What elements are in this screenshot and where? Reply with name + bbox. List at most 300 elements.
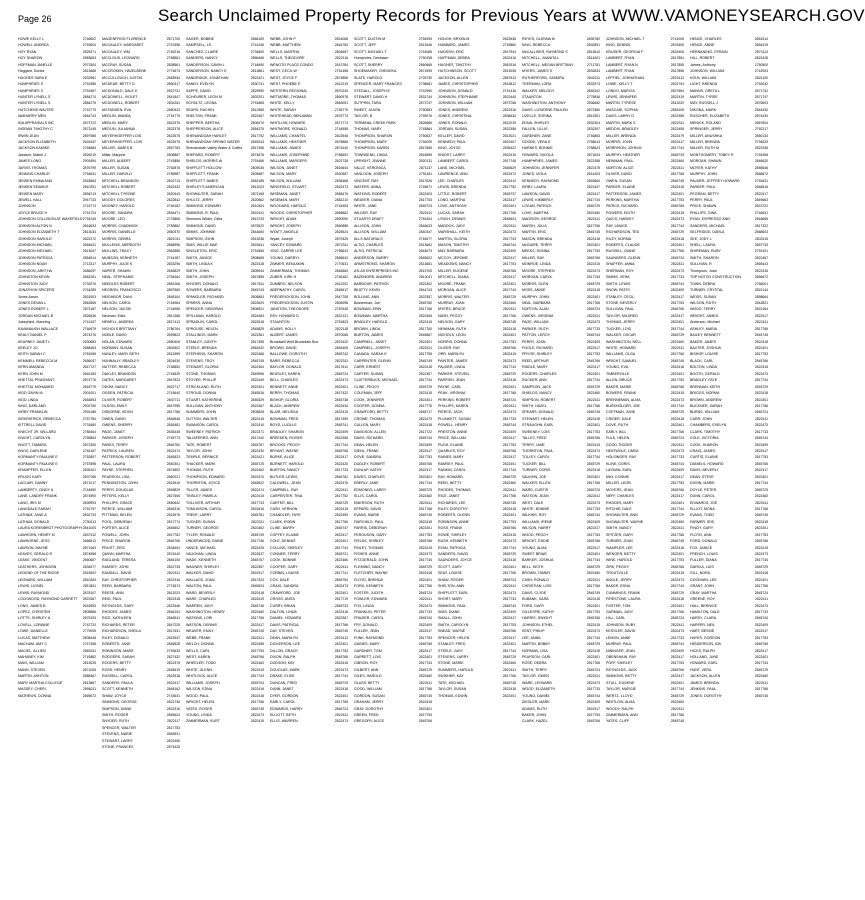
- owner-name: COOK, BONNIE: [270, 558, 297, 563]
- owner-name: LOCKWOOD, RAYMOND GARRETT: [18, 597, 78, 602]
- owner-name: SUMMERS, JOHN: [186, 410, 217, 415]
- property-id: 2850406: [166, 339, 180, 344]
- record-column: [606, 36, 690, 896]
- owner-name: SWEET, JASON: [354, 107, 381, 112]
- record-column: [270, 36, 354, 896]
- owner-name: PARKER, STEVEN: [438, 371, 469, 376]
- owner-name: FOX, JANICE: [690, 545, 713, 550]
- property-id: 2845766: [586, 358, 600, 363]
- owner-name: TUCKER, BILL: [522, 461, 547, 466]
- property-id: 2817753: [586, 609, 600, 614]
- owner-name: ZUMBRO, NELSON: [270, 281, 303, 286]
- property-id: 2822375: [166, 120, 180, 125]
- owner-name: SNYDER, RUTH: [102, 719, 129, 724]
- property-id: 2822411: [755, 320, 768, 325]
- owner-name: WILSON, EDNA: [186, 687, 213, 692]
- property-id: 2844743: [82, 114, 96, 119]
- property-id: 2817766: [670, 249, 684, 254]
- property-id: 2846829: [166, 268, 180, 273]
- property-id: 2822401: [586, 294, 600, 299]
- owner-name: SHERMAN, ROY: [606, 268, 634, 273]
- owner-name: NICHOLS BRITTANY: [102, 326, 137, 331]
- property-id: 2845729: [670, 693, 684, 698]
- property-id: 2822401: [754, 655, 768, 659]
- owner-name: PHILLIPS, KAREN: [438, 403, 469, 408]
- property-id: 2871700: [166, 37, 180, 41]
- property-id: 2871063: [82, 545, 96, 550]
- property-id: 2874892: [166, 468, 180, 473]
- owner-name: BURTON, JAMES: [354, 333, 384, 338]
- record-column: [186, 36, 270, 896]
- owner-name: MONTGOMERY, TOBEY R: [690, 152, 734, 157]
- property-id: 2817744: [502, 468, 516, 473]
- property-id: 2817459: [334, 416, 348, 421]
- owner-name: MILLER, SUSAN: [102, 165, 130, 170]
- property-id: 2817776: [418, 403, 432, 408]
- property-id: 2822411: [671, 706, 684, 711]
- owner-name: DICKERSON, LEE: [270, 642, 301, 647]
- property-id: 2776866: [166, 217, 180, 222]
- property-id: 2822401: [334, 539, 348, 544]
- property-id: 2822420: [334, 339, 348, 344]
- property-id: 2822460: [418, 494, 432, 499]
- property-id: 2845760: [166, 442, 180, 447]
- property-id: 2744690: [250, 62, 264, 67]
- property-id: 2753101: [754, 249, 768, 254]
- property-id: 2817753: [418, 532, 432, 537]
- owner-name: PEARSON, CARL: [522, 655, 552, 659]
- owner-name: PAYNE, STEPHEN: [102, 468, 133, 473]
- property-id: 2822356: [502, 127, 516, 132]
- owner-name: NASH, PEGGY: [438, 313, 463, 318]
- property-id: 2743856: [166, 159, 180, 164]
- owner-name: JONES, ANDREW: [438, 107, 468, 112]
- property-id: 2817422: [334, 391, 348, 396]
- property-id: 2822367: [334, 616, 348, 621]
- property-id: 2863432: [250, 346, 264, 350]
- owner-name: STUART, KATHERINE: [186, 397, 223, 402]
- property-id: 2822428: [754, 56, 768, 61]
- property-id: 2879325: [334, 236, 348, 241]
- owner-name: WILSON, JANET: [270, 165, 298, 170]
- property-id: 2822415: [418, 391, 432, 396]
- owner-name: KIRKPATRICK, REBECCA: [18, 416, 61, 421]
- owner-name: SPILLMAN, HAROLD: [186, 313, 221, 318]
- property-id: 2822401: [586, 423, 600, 428]
- property-id: 2744964: [166, 300, 180, 305]
- owner-name: STEGALL, JOSEPH E: [354, 88, 390, 93]
- owner-name: ALLISON, JOHN: [354, 223, 381, 228]
- owner-name: ELLIS, WARREN: [270, 719, 298, 724]
- property-id: 2805863: [250, 294, 264, 299]
- owner-name: MONROE, LINDA: [522, 262, 551, 267]
- property-id: 2822415: [670, 571, 684, 576]
- property-id: 2817744: [502, 545, 516, 550]
- owner-name: REED, BETTY: [438, 481, 462, 486]
- property-id: 2822401: [334, 590, 348, 595]
- owner-name: EBERLY, JANE: [354, 481, 379, 486]
- property-id: 2742779: [82, 107, 96, 112]
- owner-name: ARMSTRONG, SHARON: [354, 262, 395, 267]
- property-id: 2748852: [166, 365, 180, 370]
- property-id: 2865642: [334, 255, 348, 260]
- owner-name: BENNETT, ANNE: [270, 384, 299, 389]
- property-id: 2849996: [250, 371, 264, 376]
- owner-name: WYATT, ANGELA: [270, 230, 299, 235]
- owner-name: Josephine, Manning: [18, 320, 51, 325]
- property-id: 2845745: [334, 629, 348, 634]
- owner-name: SIMMS, JOHNNIE: [186, 230, 216, 235]
- property-id: 2822417: [670, 474, 684, 479]
- property-id: 2822415: [502, 532, 516, 537]
- owner-name: GRAY, DOROTHY: [354, 706, 384, 711]
- owner-name: EDMONDS, LARRY: [354, 487, 387, 492]
- property-id: 2822641: [250, 243, 264, 247]
- owner-name: COLLINS, SHIRLEY: [270, 545, 303, 550]
- property-id: 2846104: [166, 609, 180, 614]
- owner-name: SUTTON, WALTER: [186, 416, 218, 421]
- property-id: 2683934: [166, 75, 180, 80]
- property-id: 2817792: [250, 133, 264, 138]
- property-id: 2632981: [82, 75, 96, 80]
- owner-name: EARLY, CAROL: [270, 700, 296, 705]
- owner-name: PHILLIPS, GINA: [690, 210, 717, 215]
- property-id: 2822418: [670, 416, 684, 421]
- owner-name: SIMPSON, JOHN: [186, 236, 215, 241]
- property-id: 2822717: [166, 384, 180, 389]
- owner-name: LEE, CHARLES: [438, 178, 464, 183]
- property-id: 2822473: [670, 629, 684, 634]
- owner-name: SPARKS, ANNA: [186, 300, 213, 305]
- property-id: 2817753: [250, 648, 264, 653]
- owner-name: JENKINS CHARLIE: [18, 172, 50, 177]
- owner-name: PAYNE, CARL: [438, 384, 462, 389]
- owner-name: VANLOON, JOSEPH: [354, 172, 388, 177]
- property-id: 2822417: [754, 629, 768, 634]
- property-id: 2822457: [250, 114, 264, 119]
- record-column: [102, 36, 186, 896]
- property-id: 2832304: [586, 120, 600, 125]
- owner-name: TURNER, DORIS: [522, 468, 551, 473]
- owner-name: RICE, JANET: [438, 494, 460, 499]
- property-id: 2846528: [166, 642, 180, 647]
- owner-name: KEITH SARAH C: [18, 352, 46, 357]
- property-id: 2876773: [334, 114, 348, 119]
- owner-name: MCFADDEN, EVA: [102, 107, 132, 112]
- owner-name: MILLER, JAMES B: [102, 146, 133, 151]
- property-id: 2745773: [166, 436, 180, 441]
- owner-name: KORMANTY PAULINE E: [18, 455, 58, 460]
- owner-name: BOLTON, LINDA: [690, 365, 718, 370]
- owner-name: TALIAFERRO, ANN: [186, 436, 218, 441]
- owner-name: PATTERSON, JAMES: [606, 191, 642, 196]
- owner-name: CAMPBELL, JOSEPH: [354, 346, 390, 350]
- property-id: 2845602: [166, 526, 180, 531]
- property-id: 2822401: [670, 371, 684, 376]
- property-id: 2837312: [82, 532, 96, 537]
- property-id: 2813614: [586, 49, 600, 54]
- property-id: 2822417: [754, 648, 768, 653]
- property-id: 2744965: [166, 307, 180, 312]
- owner-name: SUMMERS, HAROLD: [438, 667, 474, 672]
- property-id: 2845744: [502, 603, 516, 608]
- property-id: 2845729: [418, 667, 432, 672]
- property-id: 2822473: [754, 371, 768, 376]
- owner-name: MEADOWS, NANCY: [438, 262, 472, 267]
- property-id: 2822460: [754, 494, 768, 499]
- owner-name: RILEY, DONALD: [102, 635, 129, 640]
- owner-name: KEMMELL REBECCA M: [18, 358, 58, 363]
- property-id: 2753604: [82, 43, 96, 48]
- property-id: 2822415: [334, 661, 348, 666]
- property-id: 2832733: [82, 513, 96, 518]
- owner-name: SNOW, PATSY: [606, 288, 631, 293]
- owner-name: JACKSON, ALLEN: [690, 674, 721, 679]
- property-id: 2822473: [670, 397, 684, 402]
- property-id: 2822474: [166, 449, 180, 453]
- property-id: 2822118: [335, 326, 348, 331]
- owner-name: NORMAN, SUSAN: [102, 346, 133, 350]
- property-id: 2822411: [503, 487, 516, 492]
- owner-name: SHOEMAKER, CHEDEKA: [354, 69, 397, 74]
- owner-name: CLINE, BARRY: [270, 526, 295, 531]
- property-id: 2817766: [418, 584, 432, 589]
- owner-name: SWANSON, CAROL: [186, 423, 219, 428]
- property-id: 2822473: [418, 552, 432, 556]
- property-id: 2817744: [670, 403, 684, 408]
- property-id: 2815502: [82, 571, 96, 576]
- owner-name: RAY, CHRISTOPHER: [102, 577, 137, 582]
- owner-name: James, Anthony: [690, 62, 716, 67]
- owner-name: MEDLIN, WANDA: [102, 114, 131, 119]
- owner-name: GARRETT, LOIS: [354, 655, 381, 659]
- owner-name: CRIDER, DALE: [606, 416, 632, 421]
- owner-name: ODOM, NANCY: [102, 384, 128, 389]
- owner-name: MITCHELL TYRONE: [102, 191, 136, 196]
- record-row: [18, 693, 102, 699]
- owner-name: Simmons Wilder, Celia: [186, 217, 223, 222]
- owner-name: FERGUSON, GARY: [354, 532, 387, 537]
- owner-name: LATHAM, DONALD: [18, 519, 50, 524]
- owner-name: GIBSON, ROY: [354, 661, 378, 666]
- owner-name: RILEY, DOROTHY: [438, 506, 468, 511]
- owner-name: SPENCER, WALTER: [102, 725, 136, 730]
- owner-name: NORRIS, DONNA: [438, 339, 467, 344]
- owner-name: CURRY, BRIAN: [270, 603, 296, 608]
- property-id: 2813668: [82, 69, 96, 74]
- owner-name: SAUNDERS, GLENN: [606, 255, 641, 260]
- property-id: 2822401: [418, 474, 432, 479]
- owner-name: TAYLOR, JOHN: [186, 449, 212, 453]
- owner-name: LOPEZ, CHRISTEN: [18, 609, 51, 614]
- property-id: 2822415: [418, 320, 432, 325]
- owner-name: FREDERICKSON, JUSTIN: [270, 300, 314, 305]
- owner-name: HALL, BERNICE: [690, 603, 717, 608]
- property-id: 2822401: [586, 474, 600, 479]
- owner-name: MORGAN, ALICE: [438, 288, 467, 293]
- owner-name: SMITH, NANCY: [606, 526, 632, 531]
- owner-name: SANDERSON, GAVIN L: [186, 62, 225, 67]
- property-id: 2822417: [250, 622, 264, 627]
- owner-name: WASHINGTON, NELL: [606, 339, 642, 344]
- owner-name: JOHNSON, JENNIFER: [522, 165, 560, 170]
- owner-name: MARTIN, MARK S: [606, 120, 636, 125]
- property-id: 2822411: [671, 622, 684, 627]
- owner-name: SCOTT, DUSTIN M: [354, 37, 386, 41]
- property-id: 2822475: [586, 165, 600, 170]
- property-id: 2822401: [502, 564, 516, 569]
- property-id: 2817854: [670, 56, 684, 61]
- owner-name: DAVIS, RICHARD: [354, 436, 383, 441]
- owner-name: WEAVER, DIANA: [354, 197, 383, 202]
- property-id: 2806470: [250, 120, 264, 125]
- property-id: 2817753: [586, 429, 600, 434]
- property-id: 2845745: [586, 590, 600, 595]
- property-id: 2844432: [754, 107, 768, 112]
- owner-name: SPENCER, MARY FRANCES: [354, 82, 402, 87]
- property-id: 2822411: [587, 217, 600, 222]
- property-id: 2822418: [418, 571, 432, 576]
- owner-name: PRICE, SHAWN: [690, 204, 717, 209]
- owner-name: SHENANDOAH HARLEY: [186, 133, 227, 138]
- owner-name: CARR, ERNEST: [354, 365, 381, 370]
- property-id: 2750198: [418, 56, 432, 61]
- property-id: 2845729: [502, 474, 516, 479]
- property-id: 2822417: [334, 532, 348, 537]
- owner-name: FALLEN, LILLIE: [522, 127, 548, 132]
- property-id: 2660687: [82, 558, 96, 563]
- owner-name: ELLIS, CAROL: [354, 494, 379, 499]
- property-id: 2854319: [754, 43, 768, 48]
- owner-name: OLSON, EMILY: [102, 403, 128, 408]
- property-id: 2818665: [754, 217, 768, 222]
- property-id: 2822417: [586, 545, 600, 550]
- owner-name: JOHNSON, STEPHANIE: [438, 94, 478, 99]
- property-id: 2845664: [586, 178, 600, 183]
- owner-name: WILSON, RUTH: [690, 300, 717, 305]
- owner-name: CASH, VERNON: [270, 506, 298, 511]
- property-id: 2817766: [586, 661, 600, 666]
- owner-name: THORNTON, PAUL: [522, 449, 554, 453]
- property-id: 2822411: [503, 667, 516, 672]
- owner-name: SHELL, LAURA: [690, 243, 716, 247]
- owner-name: MITCHELL, JUANITA L: [522, 56, 560, 61]
- owner-name: STEWART, GLORIA: [186, 365, 219, 370]
- owner-name: MITCHELL ROBERT: [102, 185, 136, 190]
- property-id: 2751797: [82, 506, 96, 511]
- owner-name: PARKER, RUTH: [522, 326, 549, 331]
- property-id: 2822417: [502, 275, 516, 280]
- property-id: 2744558: [334, 127, 348, 132]
- property-id: 2840347: [418, 230, 432, 235]
- property-id: 2860978: [334, 94, 348, 99]
- owner-name: GARDNER, ZANE: [522, 133, 552, 138]
- property-id: 2846816: [754, 185, 768, 190]
- property-id: 2752876: [166, 165, 180, 170]
- owner-name: ALBERT, JAMES: [270, 333, 298, 338]
- owner-name: PRYOR, SHIRLEY: [522, 352, 553, 357]
- property-id: 2822401: [502, 513, 516, 518]
- owner-name: DAVIS, CLYDE: [522, 590, 547, 595]
- property-id: 2822316: [166, 577, 180, 582]
- property-id: 2817753: [670, 558, 684, 563]
- owner-name: EDWARDS, JOE: [690, 500, 718, 505]
- property-id: 2817745: [502, 159, 516, 164]
- property-id: 2822409: [334, 429, 348, 434]
- property-id: 2817753: [502, 262, 516, 267]
- property-id: 2845524: [250, 584, 264, 589]
- property-id: 2813011: [419, 275, 432, 280]
- property-id: 2822460: [586, 391, 600, 396]
- owner-name: GLASS, BETTY: [354, 680, 380, 685]
- property-id: 2822418: [670, 365, 684, 370]
- owner-name: MORRIS, CHADWICK: [102, 223, 138, 228]
- owner-name: SHIFFLETT HOLLOW: [186, 165, 222, 170]
- owner-name: HILL, CARL: [606, 616, 626, 621]
- owner-name: BISHOP, LOUISE: [690, 352, 719, 357]
- owner-name: RICHARDS, PETER: [102, 622, 135, 627]
- property-id: 2845766: [418, 719, 432, 724]
- property-id: 2822401: [418, 526, 432, 531]
- owner-name: MILLER, BRENDA: [606, 133, 636, 138]
- property-id: 2845829: [250, 326, 264, 331]
- property-id: 2822418: [250, 693, 264, 698]
- owner-name: FIRESTONE, LAURA: [606, 597, 641, 602]
- owner-name: RAY, HOWARD: [438, 474, 463, 479]
- property-id: 2742720: [82, 622, 96, 627]
- owner-name: SHELTON, FRANK: [186, 114, 217, 119]
- property-id: 2817744: [586, 378, 600, 383]
- property-id: 2874858: [82, 552, 96, 556]
- property-id: 2781404: [418, 217, 432, 222]
- owner-name: BROWN, DAVID: [270, 346, 297, 350]
- owner-name: BUCKNER, SARAH: [690, 403, 722, 408]
- owner-name: ANDERSON, BARRY: [354, 255, 389, 260]
- property-id: 2822401: [754, 577, 768, 582]
- property-id: 2845743: [250, 288, 264, 293]
- property-id: 2822401: [670, 552, 684, 556]
- owner-name: VANCE, MICHAEL: [186, 545, 217, 550]
- owner-name: CLARK, TIMOTHY: [690, 429, 721, 434]
- owner-name: STAUNTON: [522, 94, 542, 99]
- property-id: 2822675: [166, 133, 180, 138]
- owner-name: MARTIN, GLORIA: [438, 236, 468, 241]
- property-id: 2822460: [586, 210, 600, 215]
- property-id: 2754245: [82, 217, 96, 222]
- property-id: 2817733: [754, 609, 768, 614]
- property-id: 2822473: [586, 320, 600, 325]
- owner-name: FARRIS, DEBORAH: [354, 526, 387, 531]
- owner-name: WISEMAN, MARY: [270, 197, 300, 202]
- property-id: 2822401: [418, 577, 432, 582]
- property-id: 2817744: [586, 275, 600, 280]
- property-id: 2845724: [586, 667, 600, 672]
- owner-name: CULLEN, MARY: [354, 423, 381, 428]
- record-row: [438, 693, 522, 699]
- property-id: 2822408: [670, 127, 684, 132]
- property-id: 2616993: [82, 603, 96, 608]
- property-id: 2845744: [670, 642, 684, 647]
- owner-name: KNOX, DARLENE: [18, 449, 48, 453]
- owner-name: MAY, RUSSELL J: [690, 101, 719, 106]
- property-id: 2817766: [586, 403, 600, 408]
- property-id: 2845724: [334, 371, 348, 376]
- owner-name: WHITE, BONNIE: [522, 506, 550, 511]
- owner-name: WALTON, PAUL: [186, 584, 213, 589]
- owner-name: SHOWALTER, ANN: [606, 513, 638, 518]
- owner-name: ROSS, FRANK: [438, 526, 463, 531]
- owner-name: LUCAS, MATTHEW: [18, 635, 50, 640]
